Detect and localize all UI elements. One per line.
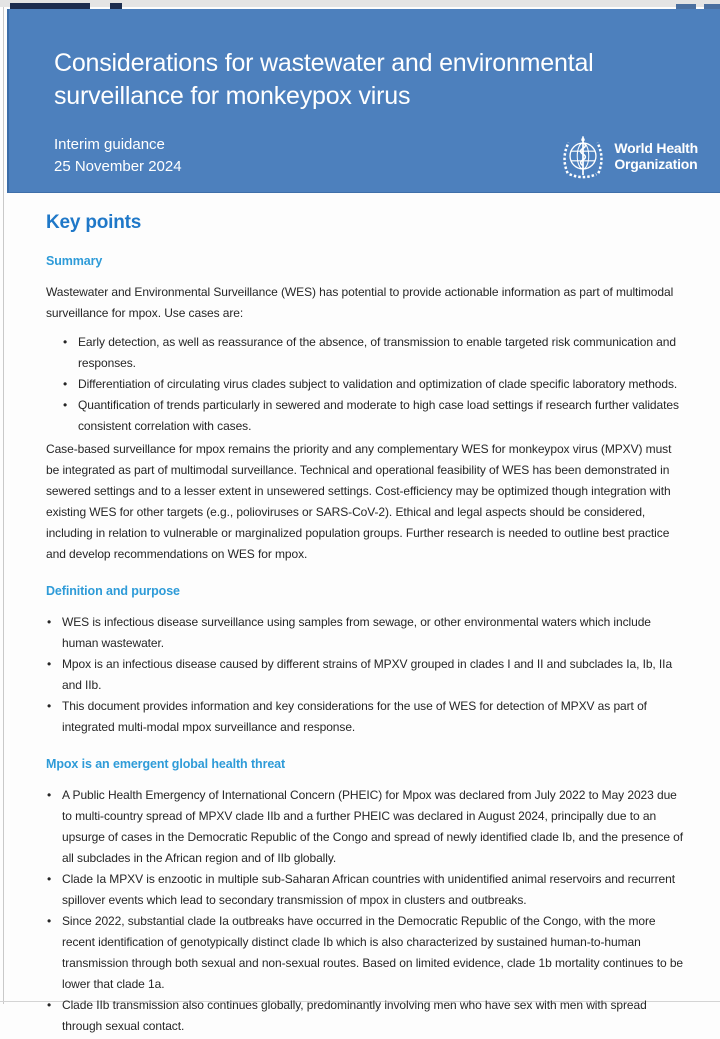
- summary-heading: Summary: [46, 254, 103, 268]
- who-logo: [560, 133, 698, 179]
- list-item: • This document provides information and key considerations for the use of WES for detection of MPXV as part of integrated multi-modal mpox surveillance and response.: [46, 696, 686, 738]
- threat-heading: Mpox is an emergent global health threat: [46, 757, 286, 771]
- page-edge-line: [3, 7, 4, 1004]
- summary-intro: Wastewater and Environmental Surveillance (WES) has potential to provide actionable information as part of multimodal surveillance for mpox. Use cases are:: [46, 285, 674, 320]
- summary-body: Case-based surveillance for mpox remains the priority and any complementary WES for monkeypox virus (MPXV) must be integrated as part of multimodal surveillance. Technical and operational feasibility of WES has been demonstrated in sewered settings and to a lesser extent in unsewered settings. Cost-efficiency may be optimized though integration with existing WES for other targets (e.g., polioviruses or SARS-CoV-2). Ethical and legal aspects should be considered, including in relation to vulnerable or marginalized population groups. Further research is needed to outline best practice and develop recommendations on WES for mpox.: [46, 442, 672, 561]
- definition-heading: Definition and purpose: [46, 584, 180, 598]
- who-logo-line2: Organization: [614, 156, 698, 172]
- list-item: • Clade IIb transmission also continues globally, predominantly involving men who have sex with men with spread through sexual contact.: [46, 995, 686, 1037]
- header-banner: [7, 9, 720, 193]
- definition-list: [46, 612, 686, 738]
- threat-list: [46, 785, 686, 1037]
- document-body: [46, 211, 686, 1039]
- who-logo-text: [614, 140, 698, 172]
- list-item: • Early detection, as well as reassurance of the absence, of transmission to enable targeted risk communication and responses.: [62, 332, 686, 374]
- key-points-heading: Key points: [46, 212, 142, 233]
- scan-edge-artifact: [0, 0, 720, 7]
- use-cases-list: [46, 332, 686, 437]
- who-logo-line1: World Health: [614, 140, 698, 156]
- document-title: Considerations for wastewater and environmental surveillance for monkeypox virus: [54, 49, 594, 110]
- doc-date-label: 25 November 2024: [54, 158, 182, 175]
- list-item: • Mpox is an infectious disease caused by different strains of MPXV grouped in clades I and II and subclades Ia, Ib, IIa and IIb.: [46, 654, 686, 696]
- who-emblem-icon: [560, 133, 606, 179]
- list-item: • A Public Health Emergency of International Concern (PHEIC) for Mpox was declared from July 2022 to May 2023 due to multi-country spread of MPXV clade IIb and a further PHEIC was declared in August 2024, principally due to an upsurge of cases in the Democratic Republic of the Congo and spread of newly identified clade Ib, and the presence of all subclades in the African region and of IIb globally.: [46, 785, 686, 869]
- list-item: • Quantification of trends particularly in sewered and moderate to high case load settings if research further validates consistent correlation with cases.: [62, 395, 686, 437]
- list-item: • WES is infectious disease surveillance using samples from sewage, or other environmental waters which include human wastewater.: [46, 612, 686, 654]
- list-item: • Differentiation of circulating virus clades subject to validation and optimization of clade specific laboratory methods.: [62, 374, 686, 395]
- list-item: • Since 2022, substantial clade Ia outbreaks have occurred in the Democratic Republic of the Congo, with the more recent identification of genotypically distinct clade Ib which is also characterized by sustained human-to-human transmission through both sexual and non-sexual routes. Based on limited evidence, clade 1b mortality continues to be lower that clade 1a.: [46, 911, 686, 995]
- list-item: • Clade Ia MPXV is enzootic in multiple sub-Saharan African countries with unidentified animal reservoirs and recurrent spillover events which lead to secondary transmission of mpox in clusters and outbreaks.: [46, 869, 686, 911]
- doc-type-label: Interim guidance: [54, 136, 165, 153]
